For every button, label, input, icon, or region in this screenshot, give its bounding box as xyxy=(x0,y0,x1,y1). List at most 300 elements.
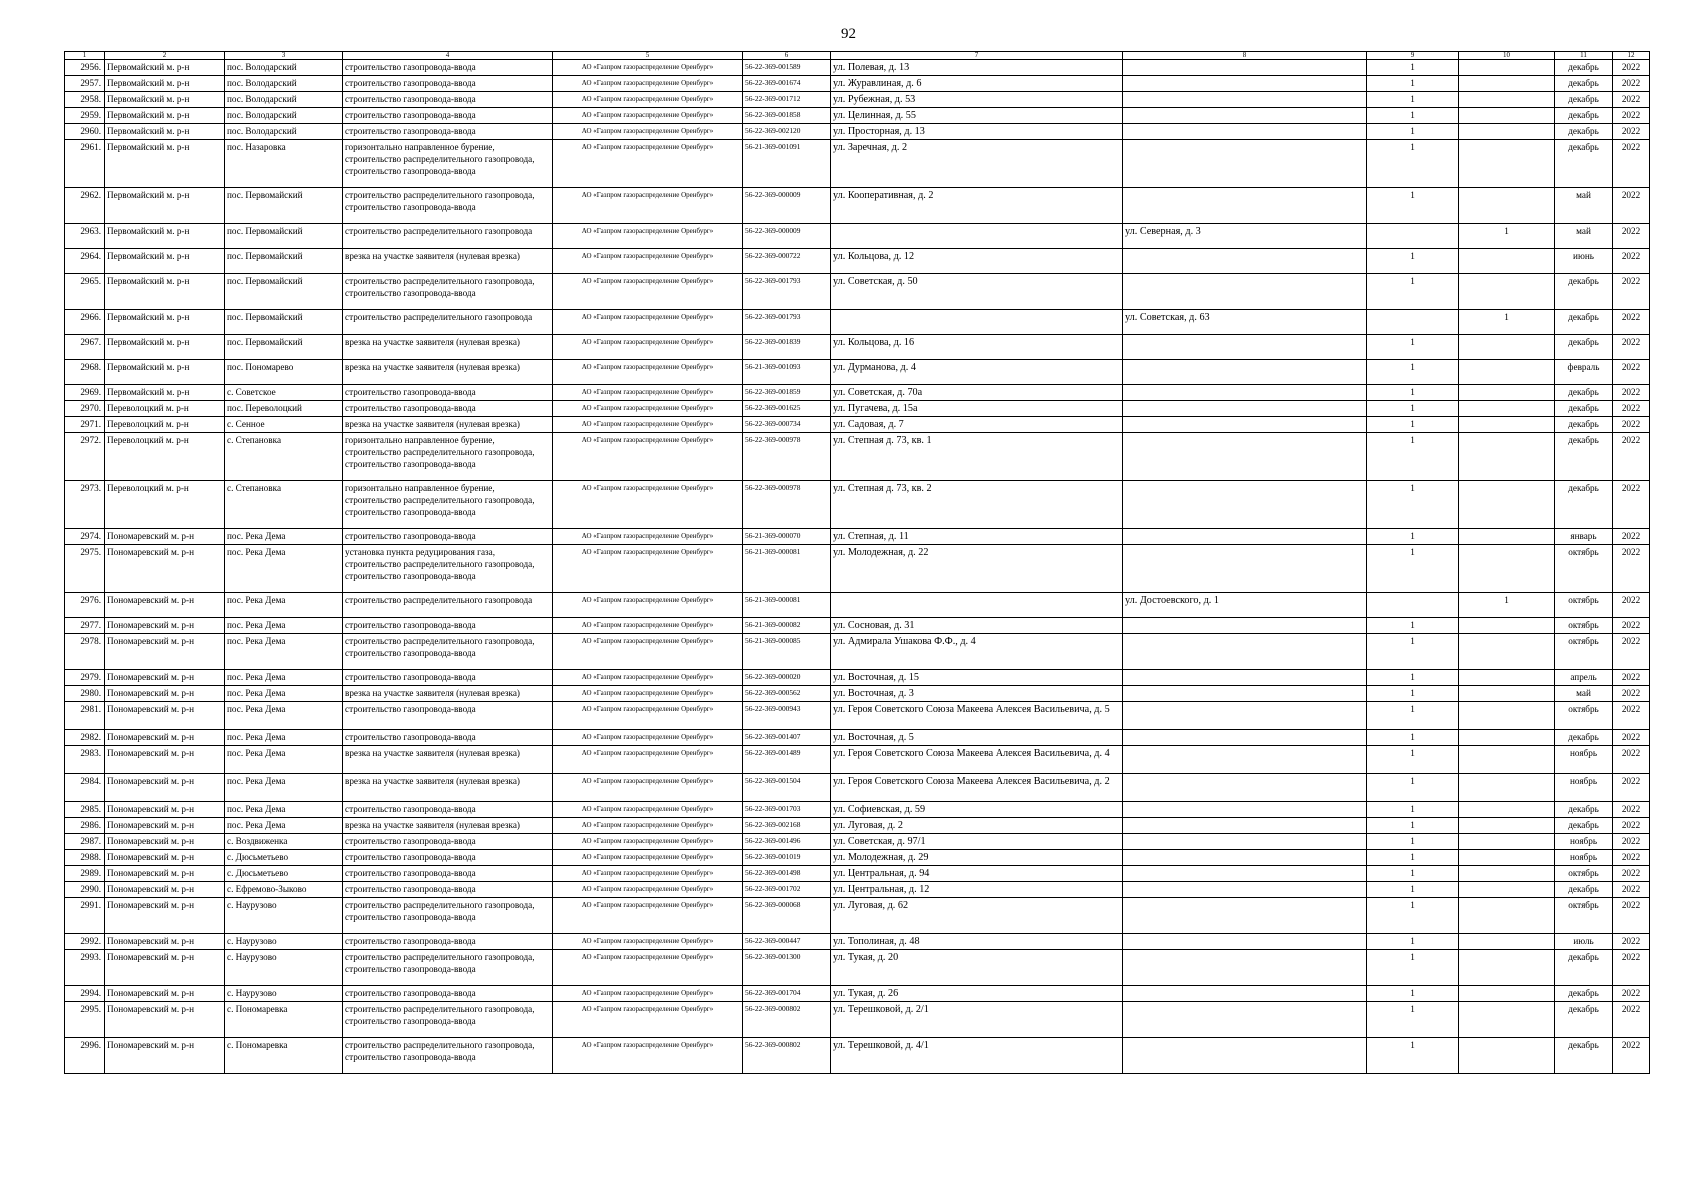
cell-col-7: ул. Центральная, д. 12 xyxy=(831,882,1123,898)
cell-col-11: ноябрь xyxy=(1555,834,1613,850)
cell-col-12: 2022 xyxy=(1613,730,1650,746)
cell-col-11: декабрь xyxy=(1555,1038,1613,1074)
cell-col-8 xyxy=(1123,882,1367,898)
cell-col-7 xyxy=(831,224,1123,249)
cell-col-12: 2022 xyxy=(1613,1002,1650,1038)
cell-col-8: ул. Достоевского, д. 1 xyxy=(1123,593,1367,618)
cell-col-10 xyxy=(1459,108,1555,124)
cell-col-1: 2991. xyxy=(65,898,105,934)
cell-col-3: пос. Володарский xyxy=(225,60,343,76)
cell-col-7: ул. Тукая, д. 26 xyxy=(831,986,1123,1002)
cell-col-9: 1 xyxy=(1367,934,1459,950)
cell-col-7: ул. Советская, д. 97/1 xyxy=(831,834,1123,850)
cell-col-10 xyxy=(1459,529,1555,545)
cell-col-12: 2022 xyxy=(1613,774,1650,802)
table-row xyxy=(65,249,1650,274)
cell-col-11: декабрь xyxy=(1555,140,1613,188)
cell-col-6: 56-22-369-001702 xyxy=(743,882,831,898)
table-row xyxy=(65,950,1650,986)
cell-col-8 xyxy=(1123,401,1367,417)
cell-col-3: пос. Река Дема xyxy=(225,802,343,818)
cell-col-6: 56-22-369-001703 xyxy=(743,802,831,818)
cell-col-1: 2972. xyxy=(65,433,105,481)
cell-col-7: ул. Сосновая, д. 31 xyxy=(831,618,1123,634)
cell-col-2: Переволоцкий м. р-н xyxy=(105,433,225,481)
cell-col-3: с. Советское xyxy=(225,385,343,401)
cell-col-11: октябрь xyxy=(1555,898,1613,934)
cell-col-10 xyxy=(1459,634,1555,670)
cell-col-8 xyxy=(1123,850,1367,866)
cell-col-12: 2022 xyxy=(1613,746,1650,774)
cell-col-9: 1 xyxy=(1367,1038,1459,1074)
cell-col-5: АО «Газпром газораспределение Оренбург» xyxy=(553,882,743,898)
cell-col-8 xyxy=(1123,335,1367,360)
cell-col-4: строительство газопровода-ввода xyxy=(343,108,553,124)
cell-col-12: 2022 xyxy=(1613,618,1650,634)
cell-col-11: ноябрь xyxy=(1555,850,1613,866)
cell-col-7: ул. Луговая, д. 2 xyxy=(831,818,1123,834)
cell-col-12: 2022 xyxy=(1613,401,1650,417)
cell-col-4: строительство распределительного газопровода xyxy=(343,593,553,618)
cell-col-2: Переволоцкий м. р-н xyxy=(105,401,225,417)
table-row xyxy=(65,670,1650,686)
cell-col-2: Первомайский м. р-н xyxy=(105,249,225,274)
cell-col-2: Пономаревский м. р-н xyxy=(105,866,225,882)
cell-col-6: 56-22-369-002168 xyxy=(743,818,831,834)
cell-col-2: Первомайский м. р-н xyxy=(105,92,225,108)
cell-col-11: октябрь xyxy=(1555,545,1613,593)
cell-col-10 xyxy=(1459,249,1555,274)
cell-col-5: АО «Газпром газораспределение Оренбург» xyxy=(553,108,743,124)
cell-col-4: строительство газопровода-ввода xyxy=(343,866,553,882)
cell-col-12: 2022 xyxy=(1613,360,1650,385)
table-row xyxy=(65,882,1650,898)
cell-col-3: пос. Переволоцкий xyxy=(225,401,343,417)
cell-col-2: Первомайский м. р-н xyxy=(105,224,225,249)
table-row xyxy=(65,417,1650,433)
cell-col-1: 2989. xyxy=(65,866,105,882)
cell-col-12: 2022 xyxy=(1613,898,1650,934)
column-header-5: 5 xyxy=(553,52,743,60)
cell-col-10 xyxy=(1459,433,1555,481)
cell-col-12: 2022 xyxy=(1613,385,1650,401)
cell-col-5: АО «Газпром газораспределение Оренбург» xyxy=(553,76,743,92)
cell-col-2: Первомайский м. р-н xyxy=(105,108,225,124)
cell-col-8 xyxy=(1123,986,1367,1002)
cell-col-2: Переволоцкий м. р-н xyxy=(105,417,225,433)
table-row xyxy=(65,618,1650,634)
cell-col-11: ноябрь xyxy=(1555,774,1613,802)
cell-col-9: 1 xyxy=(1367,618,1459,634)
cell-col-10 xyxy=(1459,686,1555,702)
cell-col-12: 2022 xyxy=(1613,60,1650,76)
table-header-row xyxy=(65,52,1650,60)
cell-col-8 xyxy=(1123,634,1367,670)
cell-col-6: 56-22-369-001793 xyxy=(743,310,831,335)
cell-col-5: АО «Газпром газораспределение Оренбург» xyxy=(553,1038,743,1074)
cell-col-3: пос. Первомайский xyxy=(225,224,343,249)
cell-col-3: пос. Первомайский xyxy=(225,335,343,360)
cell-col-11: декабрь xyxy=(1555,950,1613,986)
cell-col-1: 2979. xyxy=(65,670,105,686)
cell-col-6: 56-22-369-001859 xyxy=(743,385,831,401)
cell-col-1: 2963. xyxy=(65,224,105,249)
cell-col-7: ул. Пугачева, д. 15а xyxy=(831,401,1123,417)
cell-col-1: 2971. xyxy=(65,417,105,433)
cell-col-2: Первомайский м. р-н xyxy=(105,76,225,92)
cell-col-7: ул. Садовая, д. 7 xyxy=(831,417,1123,433)
cell-col-11: декабрь xyxy=(1555,481,1613,529)
cell-col-9: 1 xyxy=(1367,335,1459,360)
cell-col-2: Пономаревский м. р-н xyxy=(105,1038,225,1074)
cell-col-4: строительство распределительного газопровода, строительство газопровода-ввода xyxy=(343,188,553,224)
table-row xyxy=(65,866,1650,882)
cell-col-5: АО «Газпром газораспределение Оренбург» xyxy=(553,335,743,360)
cell-col-4: строительство газопровода-ввода xyxy=(343,92,553,108)
cell-col-9: 1 xyxy=(1367,529,1459,545)
cell-col-3: пос. Река Дема xyxy=(225,702,343,730)
table-row xyxy=(65,686,1650,702)
cell-col-12: 2022 xyxy=(1613,950,1650,986)
cell-col-1: 2978. xyxy=(65,634,105,670)
cell-col-5: АО «Газпром газораспределение Оренбург» xyxy=(553,618,743,634)
cell-col-11: декабрь xyxy=(1555,433,1613,481)
cell-col-7: ул. Степная д. 73, кв. 1 xyxy=(831,433,1123,481)
cell-col-7: ул. Восточная, д. 5 xyxy=(831,730,1123,746)
cell-col-2: Переволоцкий м. р-н xyxy=(105,481,225,529)
cell-col-4: строительство распределительного газопровода, строительство газопровода-ввода xyxy=(343,898,553,934)
cell-col-4: строительство распределительного газопровода, строительство газопровода-ввода xyxy=(343,634,553,670)
table-row xyxy=(65,335,1650,360)
cell-col-10: 1 xyxy=(1459,224,1555,249)
cell-col-6: 56-22-369-001674 xyxy=(743,76,831,92)
cell-col-7: ул. Степная, д. 11 xyxy=(831,529,1123,545)
cell-col-7: ул. Рубежная, д. 53 xyxy=(831,92,1123,108)
table-row xyxy=(65,385,1650,401)
cell-col-1: 2965. xyxy=(65,274,105,310)
cell-col-9: 1 xyxy=(1367,882,1459,898)
cell-col-9: 1 xyxy=(1367,60,1459,76)
cell-col-1: 2967. xyxy=(65,335,105,360)
cell-col-1: 2962. xyxy=(65,188,105,224)
cell-col-11: декабрь xyxy=(1555,124,1613,140)
cell-col-7 xyxy=(831,593,1123,618)
cell-col-4: строительство газопровода-ввода xyxy=(343,882,553,898)
table-row xyxy=(65,730,1650,746)
cell-col-9: 1 xyxy=(1367,433,1459,481)
cell-col-4: горизонтально направленное бурение, строительство распределительного газопровода, строительство газопровода-ввода xyxy=(343,433,553,481)
table-row xyxy=(65,92,1650,108)
cell-col-3: пос. Река Дема xyxy=(225,686,343,702)
cell-col-4: строительство газопровода-ввода xyxy=(343,802,553,818)
cell-col-10 xyxy=(1459,866,1555,882)
cell-col-4: строительство распределительного газопровода, строительство газопровода-ввода xyxy=(343,950,553,986)
cell-col-3: с. Наурузово xyxy=(225,934,343,950)
cell-col-5: АО «Газпром газораспределение Оренбург» xyxy=(553,950,743,986)
cell-col-7: ул. Восточная, д. 15 xyxy=(831,670,1123,686)
cell-col-8 xyxy=(1123,433,1367,481)
cell-col-5: АО «Газпром газораспределение Оренбург» xyxy=(553,60,743,76)
cell-col-4: строительство распределительного газопровода, строительство газопровода-ввода xyxy=(343,1038,553,1074)
table-row xyxy=(65,702,1650,730)
cell-col-1: 2992. xyxy=(65,934,105,950)
cell-col-8 xyxy=(1123,950,1367,986)
cell-col-3: с. Ефремово-Зыково xyxy=(225,882,343,898)
cell-col-6: 56-22-369-001793 xyxy=(743,274,831,310)
table-row xyxy=(65,1038,1650,1074)
cell-col-6: 56-22-369-001300 xyxy=(743,950,831,986)
cell-col-11: июнь xyxy=(1555,249,1613,274)
table-row xyxy=(65,529,1650,545)
cell-col-5: АО «Газпром газораспределение Оренбург» xyxy=(553,834,743,850)
table-row xyxy=(65,124,1650,140)
cell-col-7: ул. Целинная, д. 55 xyxy=(831,108,1123,124)
cell-col-3: пос. Река Дема xyxy=(225,618,343,634)
table-row xyxy=(65,1002,1650,1038)
cell-col-5: АО «Газпром газораспределение Оренбург» xyxy=(553,360,743,385)
cell-col-5: АО «Газпром газораспределение Оренбург» xyxy=(553,634,743,670)
cell-col-2: Пономаревский м. р-н xyxy=(105,818,225,834)
cell-col-1: 2958. xyxy=(65,92,105,108)
cell-col-12: 2022 xyxy=(1613,866,1650,882)
cell-col-1: 2987. xyxy=(65,834,105,850)
cell-col-6: 56-22-369-000068 xyxy=(743,898,831,934)
cell-col-12: 2022 xyxy=(1613,834,1650,850)
cell-col-12: 2022 xyxy=(1613,986,1650,1002)
cell-col-12: 2022 xyxy=(1613,670,1650,686)
cell-col-5: АО «Газпром газораспределение Оренбург» xyxy=(553,188,743,224)
cell-col-9: 1 xyxy=(1367,634,1459,670)
table-row xyxy=(65,274,1650,310)
cell-col-1: 2956. xyxy=(65,60,105,76)
cell-col-5: АО «Газпром газораспределение Оренбург» xyxy=(553,866,743,882)
cell-col-10 xyxy=(1459,188,1555,224)
cell-col-6: 56-22-369-000722 xyxy=(743,249,831,274)
cell-col-8 xyxy=(1123,188,1367,224)
cell-col-4: строительство газопровода-ввода xyxy=(343,850,553,866)
cell-col-7: ул. Тукая, д. 20 xyxy=(831,950,1123,986)
table-row xyxy=(65,774,1650,802)
cell-col-1: 2969. xyxy=(65,385,105,401)
cell-col-6: 56-22-369-001712 xyxy=(743,92,831,108)
cell-col-2: Пономаревский м. р-н xyxy=(105,934,225,950)
cell-col-8 xyxy=(1123,545,1367,593)
column-header-9: 9 xyxy=(1367,52,1459,60)
cell-col-11: декабрь xyxy=(1555,986,1613,1002)
cell-col-11: май xyxy=(1555,188,1613,224)
cell-col-7: ул. Просторная, д. 13 xyxy=(831,124,1123,140)
cell-col-6: 56-22-369-001704 xyxy=(743,986,831,1002)
cell-col-9: 1 xyxy=(1367,834,1459,850)
table-row xyxy=(65,401,1650,417)
cell-col-12: 2022 xyxy=(1613,802,1650,818)
cell-col-6: 56-22-369-000943 xyxy=(743,702,831,730)
table-row xyxy=(65,593,1650,618)
cell-col-4: строительство газопровода-ввода xyxy=(343,76,553,92)
cell-col-6: 56-22-369-001489 xyxy=(743,746,831,774)
registry-table xyxy=(64,51,1650,1074)
cell-col-4: врезка на участке заявителя (нулевая врезка) xyxy=(343,746,553,774)
cell-col-10 xyxy=(1459,545,1555,593)
cell-col-8 xyxy=(1123,866,1367,882)
cell-col-11: декабрь xyxy=(1555,76,1613,92)
cell-col-9: 1 xyxy=(1367,1002,1459,1038)
cell-col-4: строительство распределительного газопровода xyxy=(343,310,553,335)
cell-col-11: декабрь xyxy=(1555,60,1613,76)
cell-col-1: 2984. xyxy=(65,774,105,802)
cell-col-11: декабрь xyxy=(1555,882,1613,898)
cell-col-6: 56-22-369-000447 xyxy=(743,934,831,950)
cell-col-12: 2022 xyxy=(1613,124,1650,140)
table-body xyxy=(65,60,1650,1074)
cell-col-4: строительство газопровода-ввода xyxy=(343,702,553,730)
column-header-6: 6 xyxy=(743,52,831,60)
cell-col-5: АО «Газпром газораспределение Оренбург» xyxy=(553,417,743,433)
cell-col-8 xyxy=(1123,108,1367,124)
cell-col-2: Пономаревский м. р-н xyxy=(105,686,225,702)
cell-col-1: 2990. xyxy=(65,882,105,898)
cell-col-5: АО «Газпром газораспределение Оренбург» xyxy=(553,898,743,934)
cell-col-9: 1 xyxy=(1367,950,1459,986)
cell-col-12: 2022 xyxy=(1613,274,1650,310)
table-row xyxy=(65,188,1650,224)
cell-col-12: 2022 xyxy=(1613,224,1650,249)
cell-col-2: Пономаревский м. р-н xyxy=(105,730,225,746)
cell-col-10 xyxy=(1459,618,1555,634)
cell-col-10 xyxy=(1459,274,1555,310)
cell-col-5: АО «Газпром газораспределение Оренбург» xyxy=(553,802,743,818)
cell-col-3: пос. Река Дема xyxy=(225,730,343,746)
cell-col-6: 56-22-369-001504 xyxy=(743,774,831,802)
cell-col-7: ул. Советская, д. 50 xyxy=(831,274,1123,310)
cell-col-10 xyxy=(1459,1038,1555,1074)
cell-col-8 xyxy=(1123,76,1367,92)
cell-col-2: Пономаревский м. р-н xyxy=(105,746,225,774)
cell-col-6: 56-22-369-001498 xyxy=(743,866,831,882)
cell-col-6: 56-22-369-001589 xyxy=(743,60,831,76)
cell-col-8 xyxy=(1123,529,1367,545)
cell-col-6: 56-21-369-000081 xyxy=(743,545,831,593)
cell-col-9: 1 xyxy=(1367,108,1459,124)
column-header-1: 1 xyxy=(65,52,105,60)
column-header-4: 4 xyxy=(343,52,553,60)
cell-col-9: 1 xyxy=(1367,545,1459,593)
table-row xyxy=(65,108,1650,124)
cell-col-9: 1 xyxy=(1367,360,1459,385)
cell-col-5: АО «Газпром газораспределение Оренбург» xyxy=(553,224,743,249)
cell-col-7: ул. Советская, д. 70а xyxy=(831,385,1123,401)
cell-col-6: 56-22-369-001625 xyxy=(743,401,831,417)
cell-col-12: 2022 xyxy=(1613,92,1650,108)
cell-col-6: 56-22-369-001019 xyxy=(743,850,831,866)
column-header-8: 8 xyxy=(1123,52,1367,60)
cell-col-3: пос. Река Дема xyxy=(225,545,343,593)
table-row xyxy=(65,746,1650,774)
cell-col-7: ул. Героя Советского Союза Макеева Алексея Васильевича, д. 4 xyxy=(831,746,1123,774)
cell-col-10 xyxy=(1459,481,1555,529)
cell-col-3: с. Пономаревка xyxy=(225,1002,343,1038)
cell-col-4: строительство газопровода-ввода xyxy=(343,401,553,417)
cell-col-4: врезка на участке заявителя (нулевая врезка) xyxy=(343,335,553,360)
cell-col-4: строительство газопровода-ввода xyxy=(343,934,553,950)
cell-col-6: 56-22-369-000978 xyxy=(743,433,831,481)
cell-col-8 xyxy=(1123,934,1367,950)
column-header-10: 10 xyxy=(1459,52,1555,60)
cell-col-10 xyxy=(1459,140,1555,188)
cell-col-5: АО «Газпром газораспределение Оренбург» xyxy=(553,670,743,686)
cell-col-12: 2022 xyxy=(1613,634,1650,670)
cell-col-8 xyxy=(1123,618,1367,634)
cell-col-6: 56-21-369-000085 xyxy=(743,634,831,670)
cell-col-2: Пономаревский м. р-н xyxy=(105,702,225,730)
cell-col-1: 2993. xyxy=(65,950,105,986)
cell-col-11: декабрь xyxy=(1555,310,1613,335)
cell-col-12: 2022 xyxy=(1613,934,1650,950)
cell-col-7: ул. Луговая, д. 62 xyxy=(831,898,1123,934)
cell-col-7: ул. Адмирала Ушакова Ф.Ф., д. 4 xyxy=(831,634,1123,670)
cell-col-4: врезка на участке заявителя (нулевая врезка) xyxy=(343,417,553,433)
cell-col-3: пос. Пономарево xyxy=(225,360,343,385)
cell-col-1: 2975. xyxy=(65,545,105,593)
table-row xyxy=(65,60,1650,76)
cell-col-10: 1 xyxy=(1459,593,1555,618)
cell-col-5: АО «Газпром газораспределение Оренбург» xyxy=(553,986,743,1002)
cell-col-10: 1 xyxy=(1459,310,1555,335)
cell-col-9: 1 xyxy=(1367,730,1459,746)
cell-col-4: строительство газопровода-ввода xyxy=(343,986,553,1002)
cell-col-5: АО «Газпром газораспределение Оренбург» xyxy=(553,545,743,593)
cell-col-4: врезка на участке заявителя (нулевая врезка) xyxy=(343,249,553,274)
cell-col-4: строительство газопровода-ввода xyxy=(343,618,553,634)
cell-col-7: ул. Восточная, д. 3 xyxy=(831,686,1123,702)
cell-col-10 xyxy=(1459,834,1555,850)
cell-col-2: Первомайский м. р-н xyxy=(105,274,225,310)
cell-col-2: Первомайский м. р-н xyxy=(105,360,225,385)
cell-col-9: 1 xyxy=(1367,401,1459,417)
cell-col-3: с. Пономаревка xyxy=(225,1038,343,1074)
cell-col-2: Пономаревский м. р-н xyxy=(105,634,225,670)
cell-col-8 xyxy=(1123,360,1367,385)
cell-col-5: АО «Газпром газораспределение Оренбург» xyxy=(553,140,743,188)
cell-col-4: врезка на участке заявителя (нулевая врезка) xyxy=(343,686,553,702)
cell-col-6: 56-22-369-000009 xyxy=(743,224,831,249)
cell-col-9: 1 xyxy=(1367,417,1459,433)
cell-col-4: строительство газопровода-ввода xyxy=(343,529,553,545)
cell-col-2: Пономаревский м. р-н xyxy=(105,529,225,545)
column-header-12: 12 xyxy=(1613,52,1650,60)
cell-col-9: 1 xyxy=(1367,850,1459,866)
cell-col-7: ул. Кольцова, д. 12 xyxy=(831,249,1123,274)
table-row xyxy=(65,76,1650,92)
cell-col-1: 2988. xyxy=(65,850,105,866)
cell-col-7: ул. Героя Советского Союза Макеева Алексея Васильевича, д. 2 xyxy=(831,774,1123,802)
cell-col-11: декабрь xyxy=(1555,730,1613,746)
cell-col-8 xyxy=(1123,1038,1367,1074)
cell-col-1: 2968. xyxy=(65,360,105,385)
cell-col-10 xyxy=(1459,335,1555,360)
table-row xyxy=(65,545,1650,593)
cell-col-5: АО «Газпром газораспределение Оренбург» xyxy=(553,686,743,702)
cell-col-3: пос. Первомайский xyxy=(225,188,343,224)
cell-col-4: строительство газопровода-ввода xyxy=(343,124,553,140)
cell-col-10 xyxy=(1459,746,1555,774)
cell-col-12: 2022 xyxy=(1613,529,1650,545)
table-row xyxy=(65,360,1650,385)
table-row xyxy=(65,224,1650,249)
cell-col-10 xyxy=(1459,92,1555,108)
cell-col-6: 56-22-369-000802 xyxy=(743,1038,831,1074)
cell-col-12: 2022 xyxy=(1613,108,1650,124)
